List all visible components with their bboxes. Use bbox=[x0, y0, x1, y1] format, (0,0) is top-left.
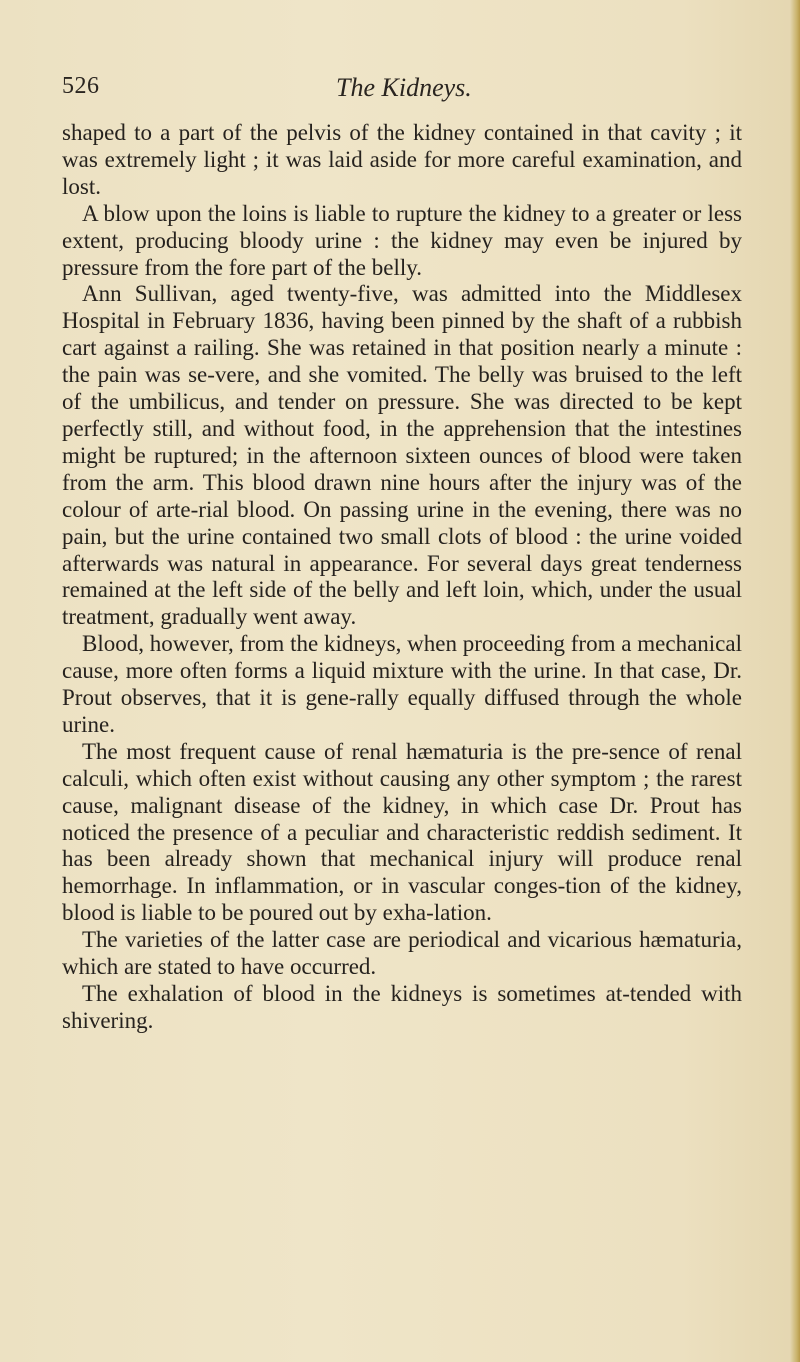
page-edge-shadow bbox=[790, 0, 800, 1362]
body-text bbox=[62, 120, 742, 1035]
paragraph-blow-upon-loins: A blow upon the loins is liable to rupture the kidney to a greater or less extent, producing bloody urine : the kidney may even be injured by pressure from the fore part of the belly. bbox=[62, 200, 742, 280]
running-title: The Kidneys. bbox=[336, 73, 472, 102]
page-number: 526 bbox=[62, 73, 100, 99]
paragraph-renal-haematuria: The most frequent cause of renal hæmaturia is the pre-sence of renal calculi, which often exist without causing any other symptom ; the rarest cause, malignant disease of the kidney, in which case Dr. Prout has noticed the presence of a peculiar and characteristic reddish sediment. It has been already shown that mechanical injury will produce renal hemorrhage. In inflammation, or in vascular conges-tion of the kidney, blood is liable to be poured out by exha-lation. bbox=[62, 738, 742, 926]
paragraph-blood-mixture: Blood, however, from the kidneys, when proceeding from a mechanical cause, more often forms a liquid mixture with the urine. In that case, Dr. Prout observes, that it is gene-rally equally diffused through the whole urine. bbox=[62, 631, 742, 737]
paragraph-ann-sullivan-case: Ann Sullivan, aged twenty-five, was admitted into the Middlesex Hospital in February 1836, having been pinned by the shaft of a rubbish cart against a railing. She was retained in that position nearly a minute : the pain was se-vere, and she vomited. The belly was bruised to the left of the umbilicus, and tender on pressure. She was directed to be kept perfectly still, and without food, in the apprehension that the intestines might be ruptured; in the afternoon sixteen ounces of blood were taken from the arm. This blood drawn nine hours after the injury was of the colour of arte-rial blood. On passing urine in the evening, there was no pain, but the urine contained two small clots of blood : the urine voided afterwards was natural in appearance. For several days great tenderness remained at the left side of the belly and left loin, which, under the usual treatment, gradually went away. bbox=[62, 281, 742, 630]
paragraph-continuation: shaped to a part of the pelvis of the kidney contained in that cavity ; it was extremely light ; it was laid aside for more careful examination, and lost. bbox=[62, 120, 742, 199]
paragraph-exhalation: The exhalation of blood in the kidneys is sometimes at-tended with shivering. bbox=[62, 981, 742, 1033]
paragraph-varieties: The varieties of the latter case are periodical and vicarious hæmaturia, which are stated to have occurred. bbox=[62, 927, 742, 980]
page-header bbox=[62, 73, 742, 107]
